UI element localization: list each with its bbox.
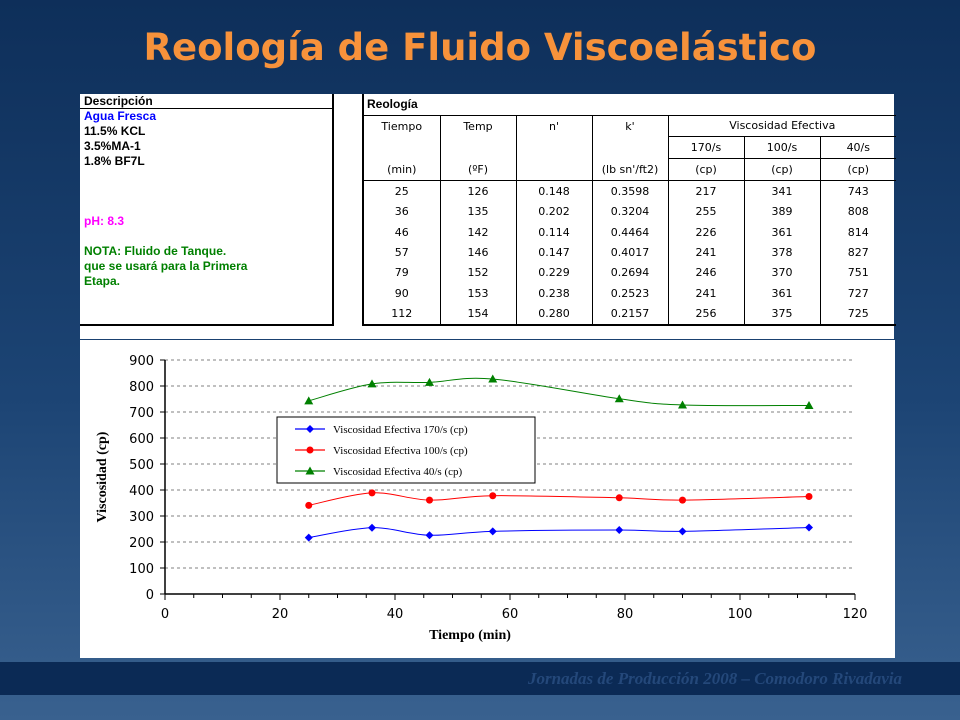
legend-label: Viscosidad Efectiva 40/s (cp) [333, 466, 463, 478]
rheology-header: Reología [364, 94, 896, 115]
table-cell: 0.229 [516, 263, 592, 283]
table-cell: 226 [668, 222, 744, 242]
table-cell: 246 [668, 263, 744, 283]
description-lines [80, 109, 332, 289]
col-n: n' [516, 115, 592, 137]
description-line: 3.5%MA-1 [84, 139, 141, 153]
data-point [615, 526, 623, 534]
table-cell: 0.114 [516, 222, 592, 242]
series-line [309, 493, 809, 506]
data-point [805, 523, 813, 531]
y-tick-label: 400 [129, 484, 154, 499]
y-tick-label: 800 [129, 380, 154, 395]
description-header: Descripción [80, 94, 332, 109]
col-visc: Viscosidad Efectiva [668, 115, 896, 137]
table-cell: 370 [744, 263, 820, 283]
table-cell: 814 [847, 225, 869, 239]
x-tick-label: 0 [160, 607, 170, 622]
table-cell: 135 [440, 202, 516, 222]
unit-r40: (cp) [820, 159, 896, 181]
slide-title: Reología de Fluido Viscoelástico [143, 26, 817, 69]
table-row [364, 202, 896, 222]
description-column [80, 94, 334, 326]
y-tick-label: 700 [129, 406, 154, 421]
table-row [364, 242, 896, 262]
col-time: Tiempo [364, 115, 440, 137]
legend-marker [307, 447, 314, 454]
viscosity-chart [80, 340, 895, 658]
col-k: k' [592, 115, 668, 137]
table-cell: 25 [364, 180, 440, 201]
table-cell: 751 [847, 266, 869, 280]
description-line [80, 169, 332, 184]
table-row [364, 263, 896, 283]
table-cell: 46 [364, 222, 440, 242]
data-point [806, 493, 813, 500]
unit-temp: (ºF) [440, 159, 516, 181]
y-tick-label: 200 [129, 536, 154, 551]
y-tick-label: 0 [145, 588, 154, 603]
col-temp: Temp [440, 115, 516, 137]
table-cell: 112 [364, 304, 440, 324]
table-cell: 0.280 [516, 304, 592, 324]
data-point [489, 527, 497, 535]
x-tick-label: 80 [616, 607, 634, 622]
chart-panel [80, 340, 895, 658]
table-cell: 727 [847, 286, 869, 300]
description-line: que se usará para la Primera [84, 259, 248, 273]
description-line [80, 184, 332, 199]
data-point [489, 492, 496, 499]
data-point [426, 531, 434, 539]
unit-r100: (cp) [744, 159, 820, 181]
y-tick-label: 900 [129, 354, 154, 369]
description-line: 11.5% KCL [84, 124, 146, 138]
table-cell: 827 [847, 246, 869, 260]
table-cell: 217 [668, 180, 744, 201]
col-r170: 170/s [668, 137, 744, 159]
description-line: 1.8% BF7L [84, 154, 145, 168]
table-cell: 154 [440, 304, 516, 324]
table-cell: 0.4017 [592, 242, 668, 262]
table-row [364, 222, 896, 242]
table-cell: 361 [744, 222, 820, 242]
y-tick-label: 300 [129, 510, 154, 525]
y-tick-label: 600 [129, 432, 154, 447]
x-tick-label: 100 [727, 607, 753, 622]
table-cell: 36 [364, 202, 440, 222]
table-cell: 0.4464 [592, 222, 668, 242]
description-line: pH: 8.3 [84, 214, 125, 228]
data-point [426, 497, 433, 504]
y-tick-label: 500 [129, 458, 154, 473]
table-cell: 0.147 [516, 242, 592, 262]
table-cell: 389 [744, 202, 820, 222]
series-line [309, 527, 809, 537]
x-tick-label: 120 [842, 607, 868, 622]
footer-text: Jornadas de Producción 2008 – Comodoro Rivadavia [527, 669, 902, 688]
unit-r170: (cp) [668, 159, 744, 181]
table-cell: 0.2523 [592, 283, 668, 303]
table-cell: 808 [847, 205, 869, 219]
x-axis-label: Tiempo (min) [429, 628, 511, 643]
description-line [80, 229, 332, 244]
y-tick-label: 100 [129, 562, 154, 577]
table-cell: 0.2694 [592, 263, 668, 283]
data-point [679, 527, 687, 535]
data-table-panel [80, 94, 894, 339]
rheology-rows [364, 180, 896, 324]
table-row [364, 180, 896, 201]
table-cell: 57 [364, 242, 440, 262]
table-cell: 378 [744, 242, 820, 262]
unit-time: (min) [364, 159, 440, 181]
description-line: Etapa. [84, 274, 121, 288]
table-cell: 743 [847, 184, 869, 198]
table-cell: 255 [668, 202, 744, 222]
table-cell: 256 [668, 304, 744, 324]
series-line [309, 378, 809, 405]
data-point [616, 494, 623, 501]
data-point [679, 497, 686, 504]
x-tick-label: 20 [271, 607, 289, 622]
x-tick-label: 60 [501, 607, 519, 622]
description-line: Agua Fresca [84, 109, 157, 123]
description-line: NOTA: Fluido de Tanque. [84, 244, 227, 258]
table-cell: 0.238 [516, 283, 592, 303]
data-point [305, 502, 312, 509]
table-cell: 241 [668, 283, 744, 303]
table-cell: 0.3204 [592, 202, 668, 222]
rheology-table [362, 94, 896, 326]
table-cell: 0.202 [516, 202, 592, 222]
table-cell: 241 [668, 242, 744, 262]
table-row [364, 283, 896, 303]
table-cell: 79 [364, 263, 440, 283]
col-r100: 100/s [744, 137, 820, 159]
table-cell: 90 [364, 283, 440, 303]
table-cell: 375 [744, 304, 820, 324]
legend-label: Viscosidad Efectiva 170/s (cp) [333, 424, 468, 436]
table-row [364, 304, 896, 324]
col-r40: 40/s [820, 137, 896, 159]
table-cell: 152 [440, 263, 516, 283]
data-point [369, 489, 376, 496]
description-line [80, 199, 332, 214]
table-cell: 0.3598 [592, 180, 668, 201]
table-cell: 341 [744, 180, 820, 201]
data-point [368, 524, 376, 532]
table-cell: 361 [744, 283, 820, 303]
data-point [305, 534, 313, 542]
table-cell: 725 [847, 307, 869, 321]
table-cell: 0.148 [516, 180, 592, 201]
table-cell: 153 [440, 283, 516, 303]
x-tick-label: 40 [386, 607, 404, 622]
table-cell: 142 [440, 222, 516, 242]
y-axis-label: Viscosidad (cp) [95, 431, 110, 523]
legend-label: Viscosidad Efectiva 100/s (cp) [333, 445, 468, 457]
table-cell: 146 [440, 242, 516, 262]
table-cell: 126 [440, 180, 516, 201]
unit-k: (lb sn'/ft2) [592, 159, 668, 181]
table-cell: 0.2157 [592, 304, 668, 324]
